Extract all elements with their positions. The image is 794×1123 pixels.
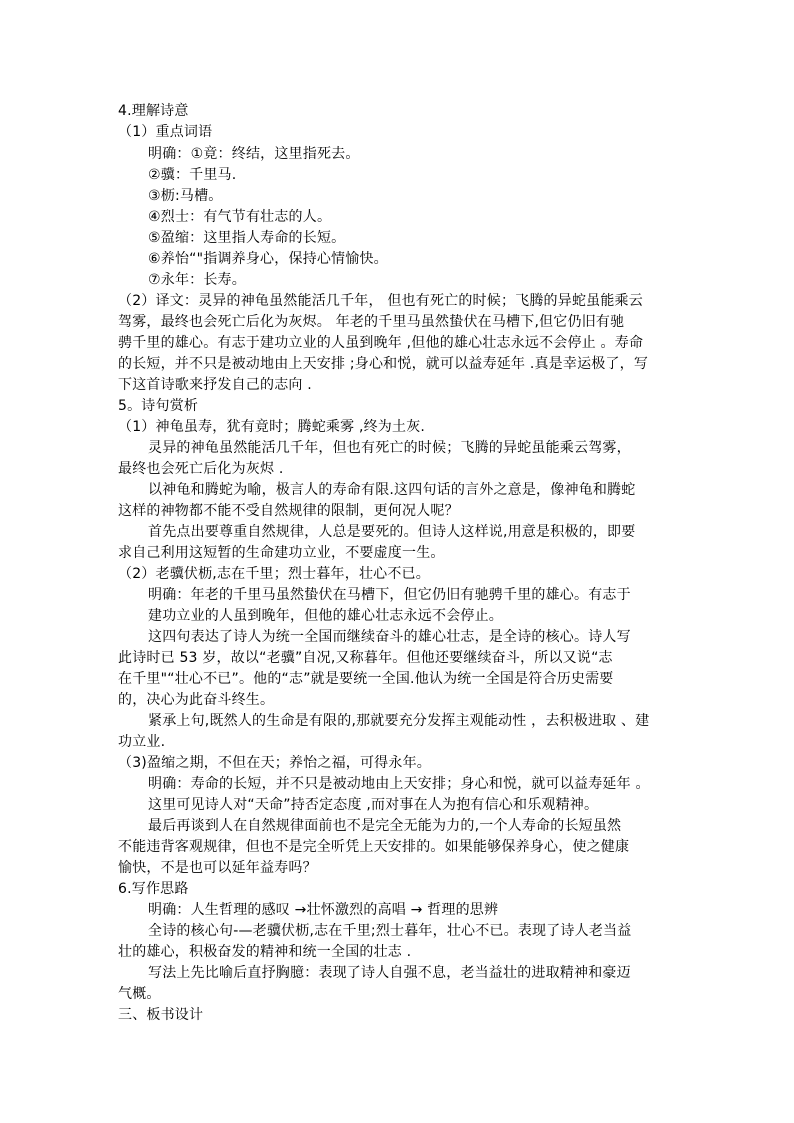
text-line: 壮的雄心，积极奋发的精神和统一全国的壮志 .: [118, 944, 412, 960]
text-line: 愉快，不是也可以延年益寿吗？: [118, 860, 317, 876]
text-line: 驾雾，最终也会死亡后化为灰烬。 年老的千里马虽然蛰伏在马槽下,但它仍旧有驰: [118, 314, 625, 330]
text-line: 首先点出要尊重自然规律，人总是要死的。但诗人这样说,用意是积极的，即要: [148, 524, 636, 540]
text-line: 这四句表达了诗人为统一全国而继续奋斗的雄心壮志，是全诗的核心。诗人写: [148, 629, 631, 645]
text-line: 此诗时已 53 岁，故以“老骥”自况,又称暮年。但他还要继续奋斗，所以又说“志: [118, 650, 613, 666]
text-line: ③枥:马槽。: [148, 188, 223, 204]
text-line: （3)盈缩之期，不但在天；养怡之福，可得永年。: [118, 755, 431, 771]
text-line: 骋千里的雄心。有志于建功立业的人虽到晚年 ,但他的雄心壮志永远不会停止 。寿命: [118, 335, 644, 351]
text-line: 的，决心为此奋斗终生。: [118, 692, 275, 708]
text-line: 以神龟和腾蛇为喻，极言人的寿命有限.这四句话的言外之意是，像神龟和腾蛇: [148, 482, 636, 498]
text-line: ④烈士：有气节有壮志的人。: [148, 209, 332, 225]
text-line: （2）老骥伏枥,志在千里；烈士暮年，壮心不已。: [118, 566, 430, 582]
text-line: 写法上先比喻后直抒胸臆：表现了诗人自强不息，老当益壮的进取精神和豪迈: [148, 965, 631, 981]
text-line: ②骥：千里马.: [148, 167, 237, 183]
text-line: ⑦永年：长寿。: [148, 272, 246, 288]
text-line: 最终也会死亡后化为灰烬 .: [118, 461, 284, 477]
text-line: 三、板书设计: [118, 1007, 204, 1023]
text-line: 紧承上句,既然人的生命是有限的,那就要充分发挥主观能动性 ，去积极进取 、建: [148, 713, 650, 729]
text-line: 这里可见诗人对“天命”持否定态度 ,而对事在人为抱有信心和乐观精神。: [148, 797, 599, 813]
text-line: 这样的神物都不能不受自然规律的限制，更何况人呢？: [118, 503, 459, 519]
text-line: 灵异的神龟虽然能活几千年，但也有死亡的时候；飞腾的异蛇虽能乘云驾雾，: [148, 440, 631, 456]
text-line: 6.写作思路: [118, 881, 189, 897]
text-line: （1）神龟虽寿，犹有竟时；腾蛇乘雾 ,终为土灰.: [118, 419, 426, 435]
text-line: ⑥养怡“"指调养身心，保持心情愉快。: [148, 251, 388, 267]
text-line: 建功立业的人虽到晚年，但他的雄心壮志永远不会停止。: [148, 608, 503, 624]
text-line: 明确：人生哲理的感叹 →壮怀激烈的高唱 → 哲理的思辨: [148, 902, 499, 918]
text-line: 5。诗句赏析: [118, 398, 199, 414]
text-line: 功立业.: [118, 734, 166, 750]
text-line: 的长短，并不只是被动地由上天安排 ;身心和悦，就可以益寿延年 .真是幸运极了，写: [118, 356, 649, 372]
text-line: 在千里"“壮心不已”。他的“志”就是要统一全国.他认为统一全国是符合历史需要: [118, 671, 614, 687]
text-line: 求自己利用这短暂的生命建功立业，不要虚度一生。: [118, 545, 445, 561]
text-line: （2）译文：灵异的神龟虽然能活几千年， 但也有死亡的时候；飞腾的异蛇虽能乘云: [118, 293, 643, 309]
text-line: 气概。: [118, 986, 161, 1002]
text-line: 下这首诗歌来抒发自己的志向 .: [118, 377, 312, 393]
text-line: 全诗的核心句-—老骥伏枥,志在千里;烈士暮年，壮心不已。表现了诗人老当益: [148, 923, 632, 939]
text-line: 明确：①竟：终结，这里指死去。: [148, 146, 360, 162]
text-line: 最后再谈到人在自然规律面前也不是完全无能为力的,一个人寿命的长短虽然: [148, 818, 622, 834]
text-line: 4.理解诗意: [118, 103, 189, 119]
text-line: （1）重点词语: [118, 124, 213, 140]
text-line: 明确：年老的千里马虽然蛰伏在马槽下，但它仍旧有驰骋千里的雄心。有志于: [148, 587, 631, 603]
text-line: 不能违背客观规律，但也不是完全听凭上天安排的。如果能够保养身心，使之健康: [118, 839, 630, 855]
text-line: 明确：寿命的长短，并不只是被动地由上天安排；身心和悦，就可以益寿延年 。: [148, 776, 650, 792]
text-line: ⑤盈缩：这里指人寿命的长短。: [148, 230, 346, 246]
